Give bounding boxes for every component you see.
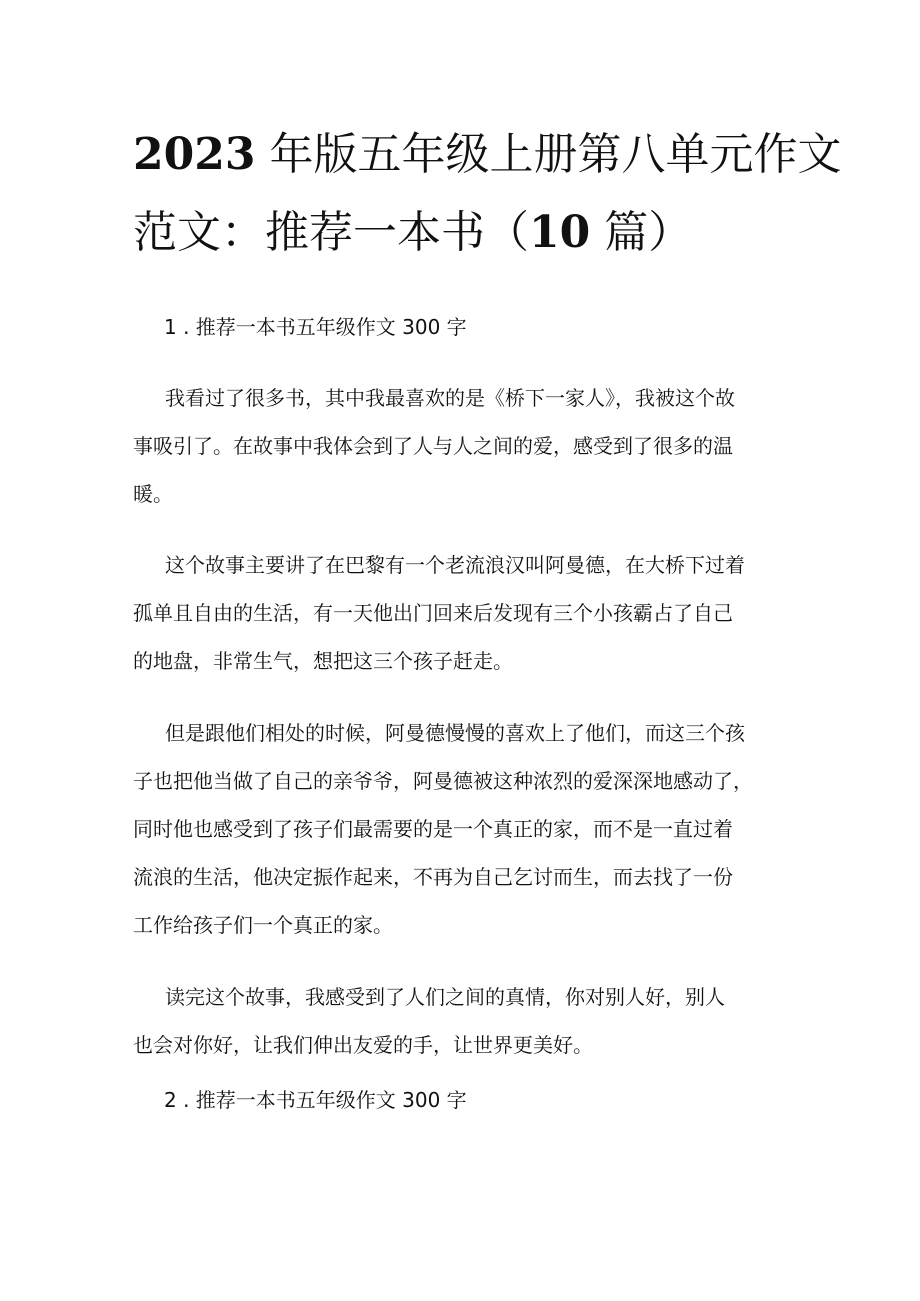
section-heading-2: 2 . 推荐一本书五年级作文 300 字 — [164, 1088, 467, 1112]
paragraph-line: 这个故事主要讲了在巴黎有一个老流浪汉叫阿曼德，在大桥下过着 — [165, 553, 745, 577]
paragraph-line: 也会对你好，让我们伸出友爱的手，让世界更美好。 — [133, 1033, 593, 1057]
paragraph-4 — [133, 973, 803, 1069]
paragraph-line: 孤单且自由的生活，有一天他出门回来后发现有三个小孩霸占了自己 — [133, 601, 733, 625]
paragraph-line: 的地盘，非常生气，想把这三个孩子赶走。 — [133, 649, 513, 673]
paragraph-2 — [133, 541, 803, 685]
title-year: 2023 — [133, 129, 256, 180]
title-line-2-b: 篇） — [604, 207, 693, 258]
paragraph-line: 读完这个故事，我感受到了人们之间的真情，你对别人好，别人 — [165, 985, 725, 1009]
paragraph-line: 同时他也感受到了孩子们最需要的是一个真正的家，而不是一直过着 — [133, 817, 733, 841]
paragraph-line: 工作给孩子们一个真正的家。 — [133, 913, 393, 937]
paragraph-3 — [133, 709, 803, 949]
paragraph-line: 但是跟他们相处的时候，阿曼德慢慢的喜欢上了他们，而这三个孩 — [165, 721, 745, 745]
title-line-1-text: 年版五年级上册第八单元作文 — [269, 129, 842, 180]
paragraph-line: 事吸引了。在故事中我体会到了人与人之间的爱，感受到了很多的温 — [133, 434, 733, 458]
paragraph-line: 我看过了很多书，其中我最喜欢的是《桥下一家人》，我被这个故 — [165, 386, 735, 410]
section-heading-1: 1 . 推荐一本书五年级作文 300 字 — [164, 315, 467, 339]
title-count: 10 — [529, 207, 591, 258]
document-title — [133, 116, 842, 272]
title-line-1 — [133, 116, 842, 194]
title-line-2 — [133, 194, 813, 272]
paragraph-line: 子也把他当做了自己的亲爷爷，阿曼德被这种浓烈的爱深深地感动了， — [133, 769, 753, 793]
paragraph-line: 暖。 — [133, 482, 173, 506]
paragraph-line: 流浪的生活，他决定振作起来，不再为自己乞讨而生，而去找了一份 — [133, 865, 733, 889]
paragraph-1 — [133, 374, 803, 518]
title-line-2-a: 范文：推荐一本书（ — [133, 207, 529, 258]
